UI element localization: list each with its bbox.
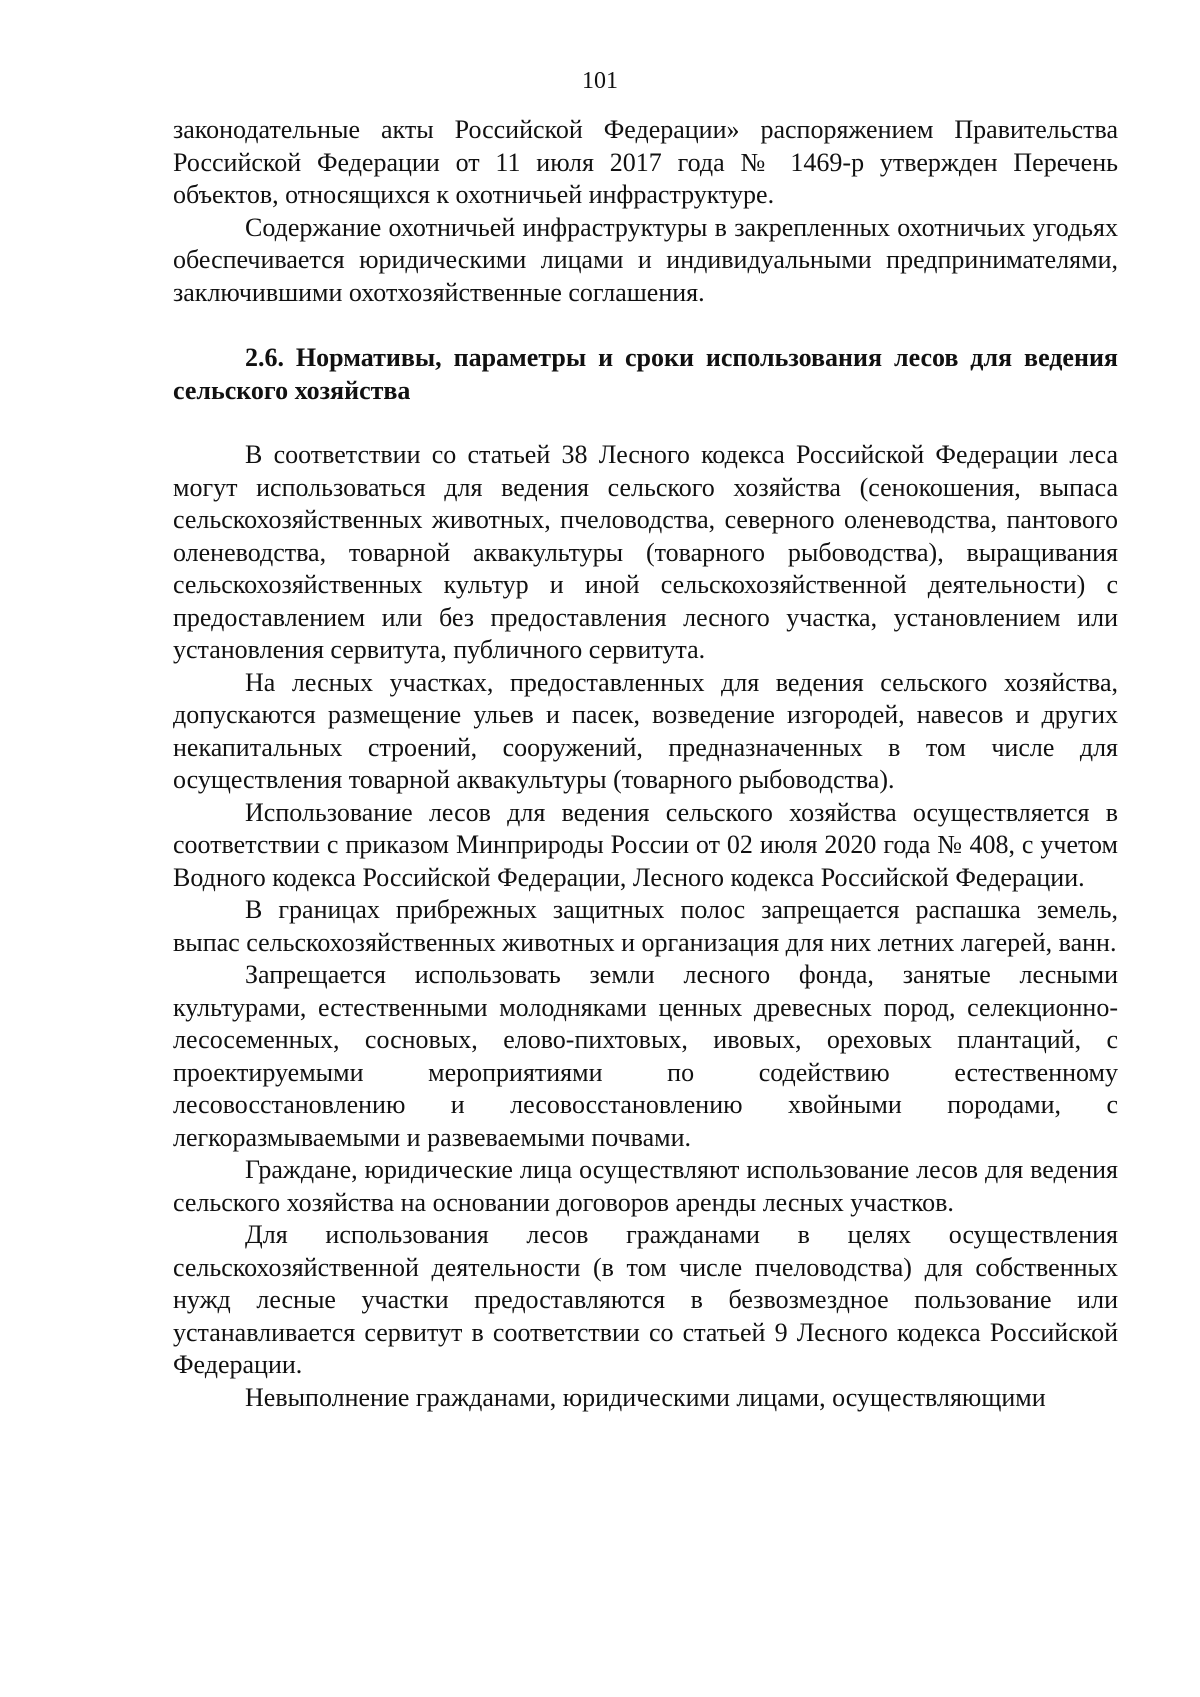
paragraph-free-use: Для использования лесов гражданами в целях осуществления сельскохозяйственной деятельности (в том числе пчеловодства) для собственных нужд лесные участки предоставляются в безвозмездное пользование или устанавливается сервитут в соответствии со статьей 9 Лесного кодекса Российской Федерации. [173,1220,1118,1379]
section-heading: 2.6. Нормативы, параметры и сроки использования лесов для ведения сельского хозяйства [173,343,1118,405]
paragraph-allowed-structures: На лесных участках, предоставленных для ведения сельского хозяйства, допускаются размещение ульев и пасек, возведение изгородей, навесов и других некапитальных строений, сооружений, предназначенных в том числе для осуществления товарной аквакультуры (товарного рыбоводства). [173,667,1118,794]
page-content [173,114,1118,1414]
page-number: 101 [582,68,618,94]
paragraph-lease-agreements: Граждане, юридические лица осуществляют использование лесов для ведения сельского хозяйства на основании договоров аренды лесных участков. [173,1155,1118,1217]
paragraph-order-408: Использование лесов для ведения сельского хозяйства осуществляется в соответствии с приказом Минприроды России от 02 июля 2020 года № 408, с учетом Водного кодекса Российской Федерации, Лесного кодекса Российской Федерации. [173,797,1118,892]
paragraph-infrastructure-maintenance: Содержание охотничьей инфраструктуры в закрепленных охотничьих угодьях обеспечивается юридическими лицами и индивидуальными предпринимателями, заключившими охотхозяйственные соглашения. [173,212,1118,307]
paragraph-noncompliance: Невыполнение гражданами, юридическими лицами, осуществляющими [245,1382,1046,1412]
paragraph-continuation: законодательные акты Российской Федерации» распоряжением Правительства Российской Федерации от 11 июля 2017 года № 1469-р утвержден Перечень объектов, относящихся к охотничьей инфраструктуре. [173,115,1118,209]
paragraph-protective-strips: В границах прибрежных защитных полос запрещается распашка земель, выпас сельскохозяйственных животных и организация для них летних лагерей, ванн. [173,895,1118,957]
paragraph-prohibited-lands: Запрещается использовать земли лесного фонда, занятые лесными культурами, естественными молодняками ценных древесных пород, селекционно-лесосеменных, сосновых, елово-пихтовых, ивовых, ореховых плантаций, с проектируемыми мероприятиями по содействию естественному лесовосстановлению и лесовосстановлению хвойными породами, с легкоразмываемыми и развеваемыми почвами. [173,960,1118,1152]
paragraph-article-38: В соответствии со статьей 38 Лесного кодекса Российской Федерации леса могут использоваться для ведения сельского хозяйства (сенокошения, выпаса сельскохозяйственных животных, пчеловодства, северного оленеводства, пантового оленеводства, товарной аквакультуры (товарного рыбоводства), выращивания сельскохозяйственных культур и иной сельскохозяйственной деятельности) с предоставлением или без предоставления лесного участка, установлением или установления сервитута, публичного сервитута. [173,440,1118,664]
